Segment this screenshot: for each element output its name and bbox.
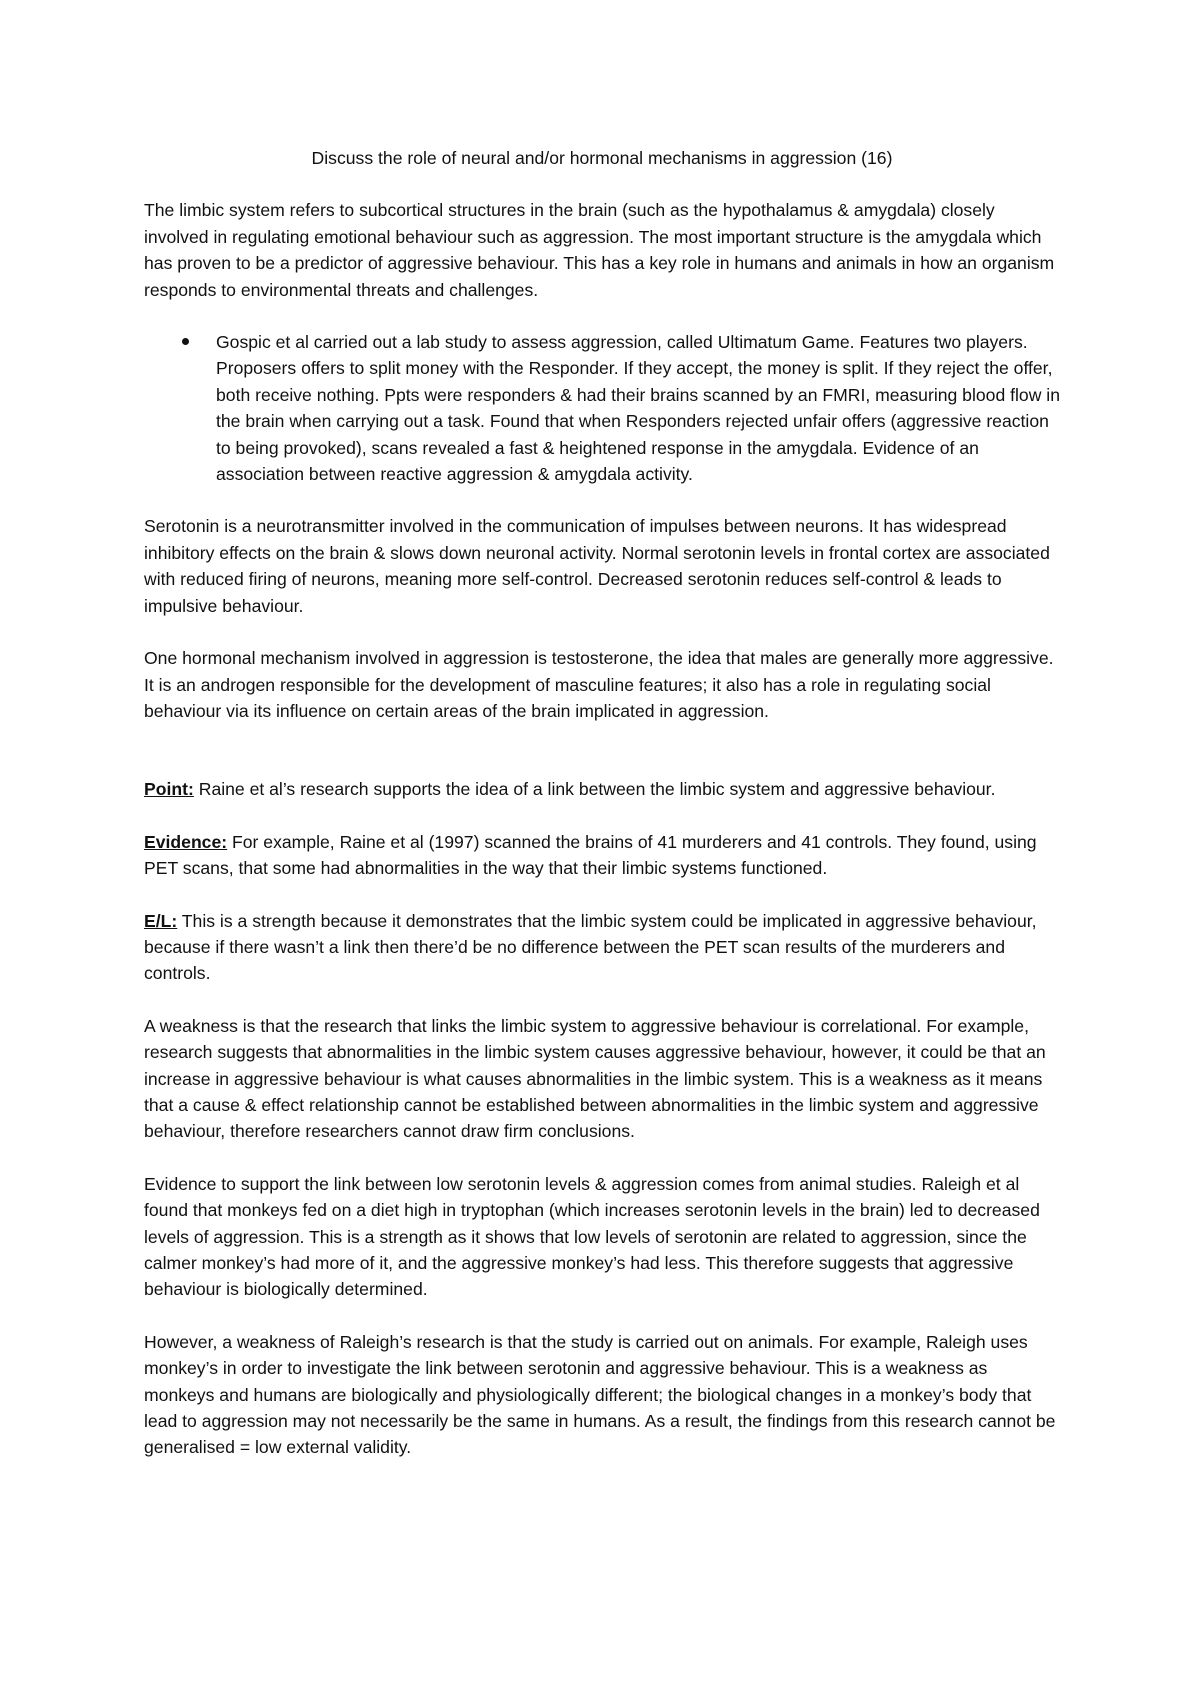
bullet-text: Gospic et al carried out a lab study to assess aggression, called Ultimatum Game. Features two players. Proposers offers to split money with the Responder. If they accept, the money is split. If they reject the offer, both receive nothing. Ppts were responders & had their brains scanned by an FMRI, measuring blood flow in the brain when carrying out a task. Found that when Responders rejected unfair offers (aggressive reaction to being provoked), scans revealed a fast & heightened response in the amygdala. Evidence of an association between reactive aggression & amygdala activity. [216,332,1060,485]
el-paragraph [144,908,1060,987]
point-paragraph [144,776,1060,802]
el-label: E/L: [144,910,178,931]
evidence-text: For example, Raine et al (1997) scanned the brains of 41 murderers and 41 controls. They found, using PET scans, that some had abnormalities in the way that their limbic systems functioned. [144,831,1037,879]
testosterone-paragraph: One hormonal mechanism involved in aggression is testosterone, the idea that males are generally more aggressive. It is an androgen responsible for the development of masculine features; it also has a role in regulating social behaviour via its influence on certain areas of the brain implicated in aggression. [144,648,1054,721]
document-title: Discuss the role of neural and/or hormonal mechanisms in aggression (16) [311,148,893,168]
evidence-paragraph [144,829,1060,882]
serotonin-paragraph: Serotonin is a neurotransmitter involved in the communication of impulses between neurons. It has widespread inhibitory effects on the brain & slows down neuronal activity. Normal serotonin levels in frontal cortex are associated with reduced firing of neurons, meaning more self-control. Decreased serotonin reduces self-control & leads to impulsive behaviour. [144,516,1050,616]
bullet-icon [182,338,189,345]
evidence-label: Evidence: [144,831,228,852]
point-text: Raine et al’s research supports the idea of a link between the limbic system and aggressive behaviour. [193,779,996,800]
point-label: Point: [144,779,194,800]
intro-paragraph: The limbic system refers to subcortical structures in the brain (such as the hypothalamus & amygdala) closely involved in regulating emotional behaviour such as aggression. The most important structure is the amygdala which has proven to be a predictor of aggressive behaviour. This has a key role in humans and animals in how an organism responds to environmental threats and challenges. [144,200,1055,300]
raleigh-weakness-paragraph: However, a weakness of Raleigh’s research is that the study is carried out on animals. For example, Raleigh uses monkey’s in order to investigate the link between serotonin and aggressive behaviour. This is a weakness as monkeys and humans are biologically and physiologically different; the biological changes in a monkey’s body that lead to aggression may not necessarily be the same in humans. As a result, the findings from this research cannot be generalised = low external validity. [144,1331,1056,1458]
animal-evidence-paragraph: Evidence to support the link between low serotonin levels & aggression comes from animal studies. Raleigh et al found that monkeys fed on a diet high in tryptophan (which increases serotonin levels in the brain) led to decreased levels of aggression. This is a strength as it shows that low levels of serotonin are related to aggression, since the calmer monkey’s had more of it, and the aggressive monkey’s had less. This therefore suggests that aggressive behaviour is biologically determined. [144,1173,1040,1300]
list-item [216,329,1060,487]
el-text: This is a strength because it demonstrates that the limbic system could be implicated in aggressive behaviour, because if there wasn’t a link then there’d be no difference between the PET scan results of the murderers and controls. [144,910,1037,984]
bullet-list [144,329,1060,487]
weakness-paragraph: A weakness is that the research that links the limbic system to aggressive behaviour is correlational. For example, research suggests that abnormalities in the limbic system causes aggressive behaviour, however, it could be that an increase in aggressive behaviour is what causes abnormalities in the limbic system. This is a weakness as it means that a cause & effect relationship cannot be established between abnormalities in the limbic system and aggressive behaviour, therefore researchers cannot draw firm conclusions. [144,1015,1046,1142]
spacer [144,750,1060,776]
